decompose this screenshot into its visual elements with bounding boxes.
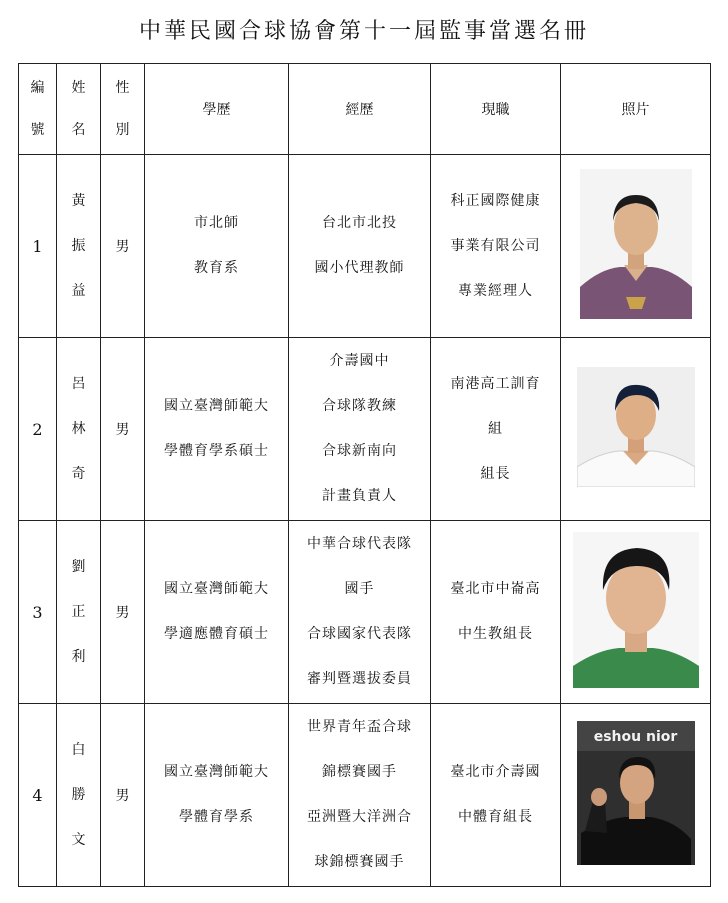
person-photo — [580, 169, 692, 319]
row-experience: 世界青年盃合球 錦標賽國手 亞洲暨大洋洲合 球錦標賽國手 — [289, 704, 431, 887]
table-row — [19, 338, 711, 521]
header-name: 姓名 — [57, 64, 101, 155]
row-photo — [561, 521, 711, 704]
row-name: 白勝文 — [57, 704, 101, 887]
header-gender: 性別 — [101, 64, 145, 155]
row-photo — [561, 704, 711, 887]
table-row — [19, 521, 711, 704]
table-row — [19, 155, 711, 338]
row-gender: 男 — [101, 521, 145, 704]
row-experience: 中華合球代表隊 國手 合球國家代表隊 審判暨選拔委員 — [289, 521, 431, 704]
row-position: 南港高工訓育 組 組長 — [431, 338, 561, 521]
row-education: 市北師 教育系 — [145, 155, 289, 338]
row-experience: 台北市北投 國小代理教師 — [289, 155, 431, 338]
person-photo — [577, 367, 695, 487]
row-number: 4 — [19, 704, 57, 887]
row-experience: 介壽國中 合球隊教練 合球新南向 計畫負責人 — [289, 338, 431, 521]
row-education: 國立臺灣師範大 學適應體育碩士 — [145, 521, 289, 704]
row-name: 呂林奇 — [57, 338, 101, 521]
header-experience: 經歷 — [289, 64, 431, 155]
row-number: 2 — [19, 338, 57, 521]
person-photo — [577, 721, 695, 865]
row-name: 劉正利 — [57, 521, 101, 704]
row-number: 3 — [19, 521, 57, 704]
row-gender: 男 — [101, 338, 145, 521]
header-education: 學歷 — [145, 64, 289, 155]
row-education: 國立臺灣師範大 學體育學系 — [145, 704, 289, 887]
row-number: 1 — [19, 155, 57, 338]
row-position: 臺北市介壽國 中體育組長 — [431, 704, 561, 887]
photo-background-text: eshou nior — [593, 729, 678, 745]
header-position: 現職 — [431, 64, 561, 155]
table-row — [19, 704, 711, 887]
person-photo — [573, 532, 699, 688]
row-position: 臺北市中崙高 中生教組長 — [431, 521, 561, 704]
row-photo — [561, 338, 711, 521]
header-photo: 照片 — [561, 64, 711, 155]
row-position: 科正國際健康 事業有限公司 專業經理人 — [431, 155, 561, 338]
row-photo — [561, 155, 711, 338]
page-title: 中華民國合球協會第十一屆監事當選名冊 — [138, 19, 589, 44]
row-gender: 男 — [101, 704, 145, 887]
supervisors-table — [18, 63, 711, 887]
header-number: 編號 — [19, 64, 57, 155]
row-gender: 男 — [101, 155, 145, 338]
header-row — [19, 64, 711, 155]
row-education: 國立臺灣師範大 學體育學系碩士 — [145, 338, 289, 521]
row-name: 黃振益 — [57, 155, 101, 338]
